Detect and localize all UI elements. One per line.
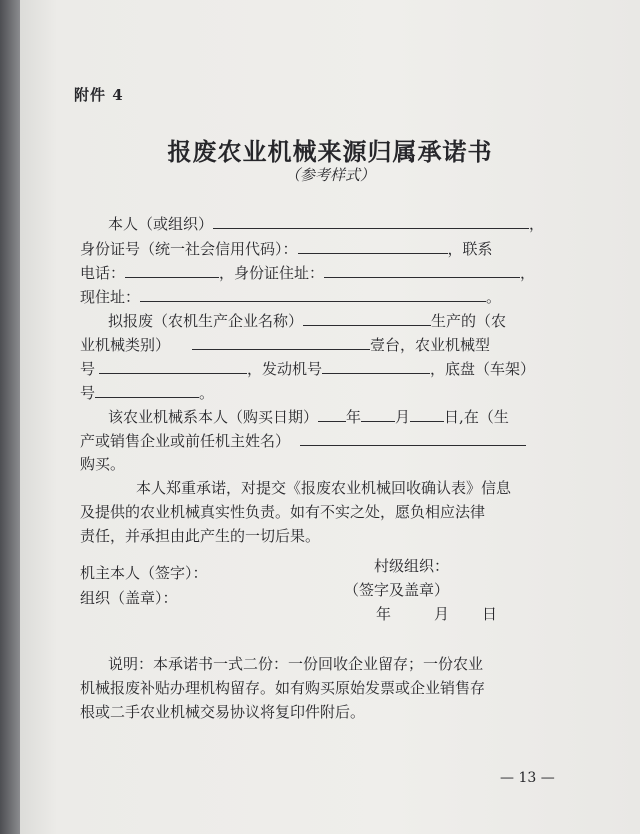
sign-day-label: 日 — [482, 605, 498, 623]
machine-line-1: 拟报废（农机生产企业名称） 生产的（农 — [108, 312, 507, 330]
sign-month-label: 月 — [434, 605, 450, 623]
page-number: — 13 — — [500, 770, 555, 786]
engine-number-blank[interactable] — [322, 358, 430, 374]
document-page — [20, 0, 640, 834]
note-line-2: 机械报废补贴办理机构留存。如有购买原始发票或企业销售存 — [80, 679, 486, 697]
current-address-blank[interactable] — [140, 286, 486, 302]
machine-category-blank[interactable] — [192, 334, 370, 350]
owner-signature-label: 机主本人（签字）： — [80, 564, 208, 582]
model-blank[interactable] — [99, 358, 247, 374]
phone-blank[interactable] — [125, 262, 219, 278]
sign-year-label: 年 — [376, 605, 392, 623]
purchase-line-3: 购买。 — [80, 455, 126, 473]
document-subtitle: （参考样式） — [284, 166, 375, 184]
purchase-line-2: 产或销售企业或前任机主姓名） — [80, 430, 580, 451]
purchase-line-1: 该农业机械系本人（购买日期） 年 月 日,在（生 — [108, 408, 509, 426]
owner-name-blank[interactable] — [213, 213, 529, 229]
manufacturer-blank[interactable] — [303, 310, 431, 326]
annex-label: 附件 4 — [74, 86, 124, 104]
promise-line-3: 责任，并承担由此产生的一切后果。 — [80, 527, 321, 545]
village-sign-note: （签字及盖章） — [344, 581, 450, 599]
org-seal-label: 组织（盖章）： — [80, 589, 178, 607]
owner-line-1: 本人（或组织） ， — [108, 215, 545, 233]
id-address-blank[interactable] — [324, 262, 520, 278]
id-number-blank[interactable] — [298, 238, 448, 254]
seller-name-blank[interactable] — [300, 430, 526, 446]
owner-line-4: 现住址： 。 — [80, 288, 502, 306]
owner-line-2: 身份证号（统一社会信用代码）： ，联系 — [80, 240, 493, 258]
purchase-year-blank[interactable] — [318, 406, 346, 422]
chassis-number-blank[interactable] — [95, 382, 199, 398]
machine-line-4: 号 。 — [80, 384, 215, 402]
purchase-day-blank[interactable] — [410, 406, 444, 422]
note-line-1: 说明：本承诺书一式二份：一份回收企业留存；一份农业 — [108, 655, 484, 673]
owner-line-3: 电话： ，身份证住址： ， — [80, 264, 536, 282]
document-title: 报废农业机械来源归属承诺书 — [167, 137, 493, 166]
promise-line-2: 及提供的农业机械真实性负责。如有不实之处，愿负相应法律 — [80, 503, 486, 521]
purchase-month-blank[interactable] — [361, 406, 395, 422]
machine-line-2: 业机械类别） 壹台，农业机械型 — [80, 336, 491, 354]
note-line-3: 根或二手农业机械交易协议将复印件附后。 — [80, 703, 366, 721]
village-org-label: 村级组织： — [374, 557, 450, 575]
promise-line-1: 本人郑重承诺，对提交《报废农业机械回收确认表》信息 — [136, 479, 512, 497]
page-edge-shadow — [0, 0, 20, 834]
machine-line-3: 号 ，发动机号 ，底盘（车架） — [80, 360, 536, 378]
